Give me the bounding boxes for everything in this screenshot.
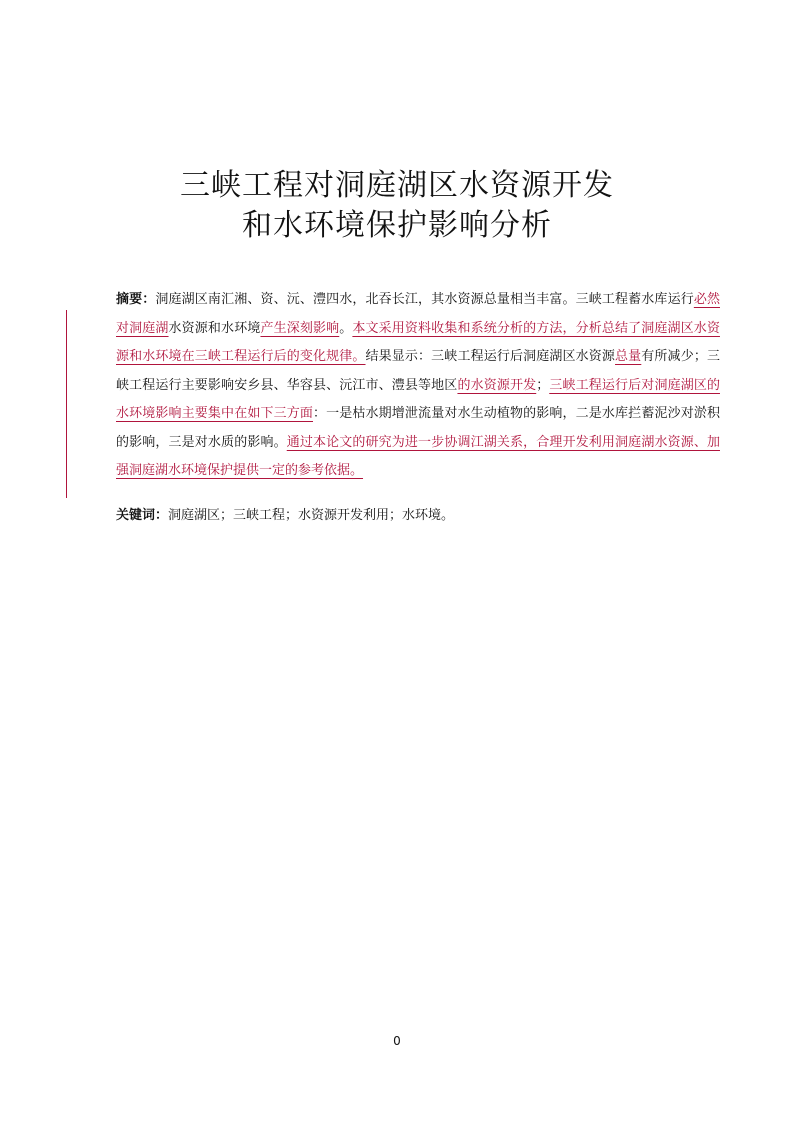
- abstract-inserted-segment: 的水资源开发: [457, 377, 537, 393]
- abstract-inserted-segment: 总量: [615, 349, 642, 364]
- abstract-inserted-segment: 本文采用资料收集和系统分析的方法，分析总结了洞庭湖区水资源和水环境在三峡工程运行后的变化规律。: [116, 320, 720, 364]
- abstract-segment: ；: [536, 377, 550, 393]
- revision-change-bar: [66, 310, 67, 498]
- page-number: 0: [393, 1034, 401, 1048]
- abstract-inserted-segment: 必然对洞庭湖: [116, 292, 720, 336]
- abstract-segment: 。: [339, 320, 353, 336]
- keywords-line: [116, 504, 720, 528]
- abstract-segment: 有所减少；三峡工程运行主要影响安乡县、华容县、沅江市、澧县等地区: [116, 349, 720, 393]
- keywords-label: 关键词：: [116, 508, 169, 523]
- abstract-segment: ：一是枯水期增泄流量对水生动植物的影响，二是水库拦蓄泥沙对淤积的影响，三是对水质的影响。: [116, 406, 720, 450]
- abstract-inserted-segment: 三峡工程运行后对洞庭湖区的水环境影响主要集中在如下三方面: [116, 377, 720, 421]
- abstract-paragraph: [116, 286, 720, 486]
- abstract-segment: 水资源和水环境: [168, 320, 261, 336]
- abstract-segment: 结果显示：三峡工程运行后洞庭湖区水资源: [365, 349, 616, 364]
- title-line-1: 三峡工程对洞庭湖区水资源开发: [180, 168, 614, 203]
- keywords-text: 洞庭湖区；三峡工程；水资源开发利用；水环境。: [168, 508, 455, 523]
- abstract-inserted-segment: 通过本论文的研究为进一步协调江湖关系，合理开发利用洞庭湖水资源、加强洞庭湖水环境保护提供一定的参考依据。: [116, 434, 720, 478]
- title-line-2: 和水环境保护影响分析: [242, 208, 552, 243]
- abstract-inserted-segment: 产生深刻影响: [260, 320, 340, 336]
- abstract-segment: 洞庭湖区南汇湘、资、沅、澧四水，北吞长江，其水资源总量相当丰富。三峡工程蓄水库运行: [155, 292, 694, 307]
- abstract-label: 摘要：: [116, 292, 156, 307]
